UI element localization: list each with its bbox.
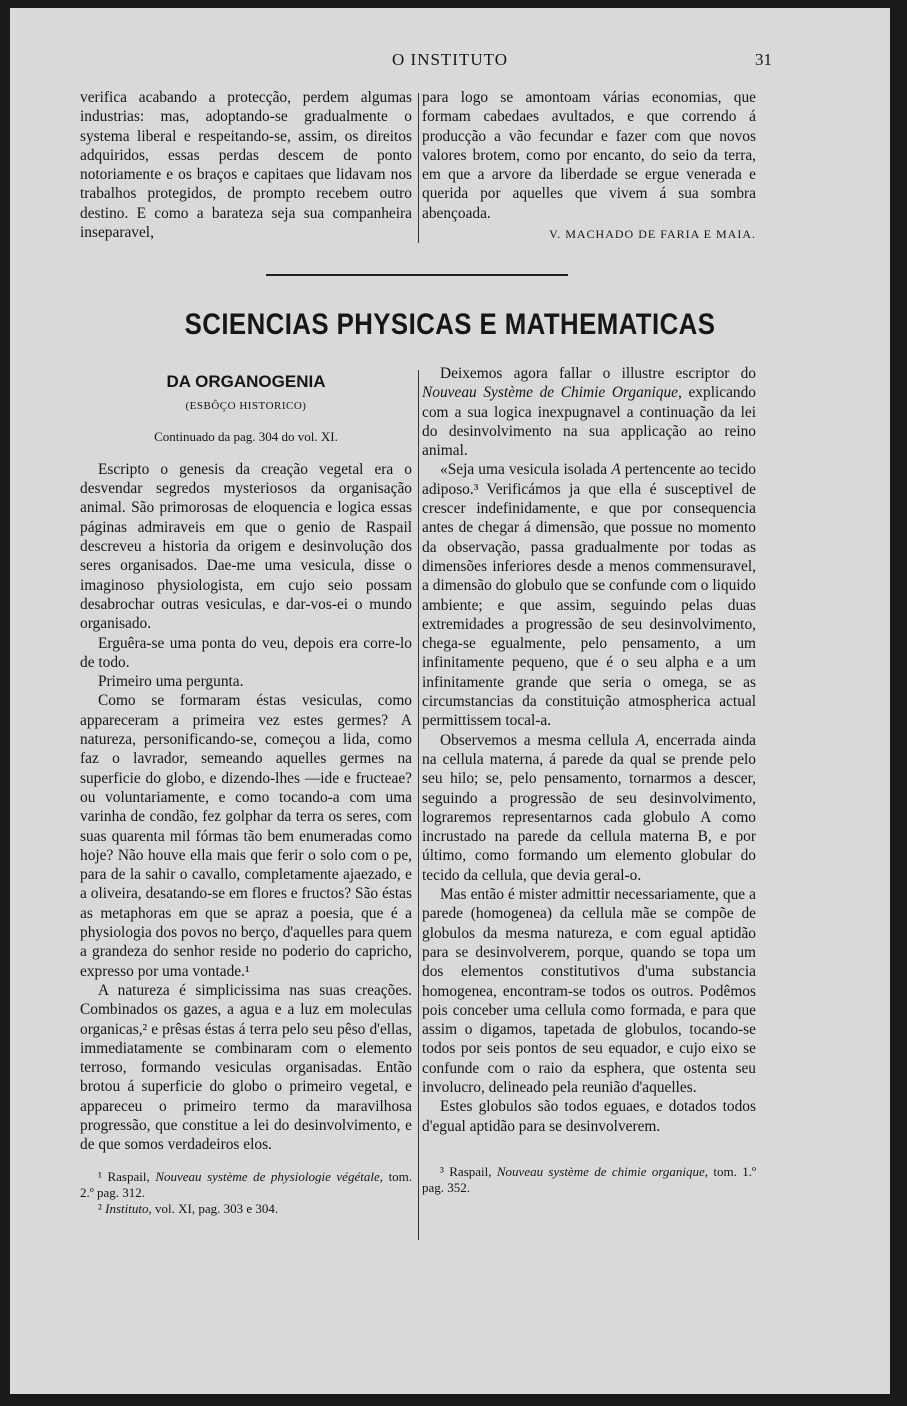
article-paragraph: Estes globulos são todos eguaes, e dotados todos d'egual aptidão para se desinvolverem. (422, 1098, 756, 1135)
article-right-column (422, 364, 756, 1196)
footnote: ¹ Raspail, Nouveau système de physiologie végétale, tom. 2.º pag. 312. (80, 1168, 413, 1200)
article-paragraph: A natureza é simplicissima nas suas creações. Combinados os gazes, a agua e a luz em moleculas organicas,² e prêsas éstas á terra pelo seu pêso d'ellas, immediatamente se combinaram com o elemento terroso, formando vesiculas organisadas. Então brotou á superficie do globo o primeiro vegetal, e appareceu o primeiro termo da maravilhosa progressão, que constitue a lei do desinvolvimento, e de que somos verdadeiros elos. (80, 981, 412, 1154)
top-left-column (80, 88, 412, 242)
article-left-column (80, 364, 412, 1217)
page-number: 31 (755, 50, 772, 69)
continued-note: Continuado da pag. 304 do vol. XI. (154, 428, 338, 444)
running-head (10, 50, 890, 76)
article-paragraph: Como se formaram éstas vesiculas, como appareceram a primeira vez estes germes? A natureza, personificando-se, começou a lida, como faz o lavrador, semeando aquelles germes na superficie do globo, e dizendo-lhes —ide e fructeae? ou voluntariamente, e como tocando-a com uma varinha de condão, fez golphar da terra os seres, com suas quarenta mil fórmas tão bem enumeradas como hoje? Não houve ella mais que ferir o solo com o pe, para de la sahir o cavallo, completamente ajaezado, e a oliveira, desatando-se em flores e fructos? São éstas as metaphoras em que se apraz a poesia, que é a physiologia dos povos no berço, d'aquelles para quem a grandeza do senhor reside no poderio do capricho, expresso por uma vontade.¹ (80, 692, 412, 980)
article-paragraph: Primeiro uma pergunta. (98, 673, 244, 691)
footnote: ³ Raspail, Nouveau système de chimie organique, tom. 1.º pag. 352. (422, 1163, 757, 1195)
column-divider-article (418, 370, 419, 1240)
article-subtitle: (ESBÔÇO HISTORICO) (185, 400, 307, 413)
running-title: O INSTITUTO (392, 50, 508, 69)
page (10, 8, 890, 1394)
spacer (422, 1136, 756, 1150)
right-footnotes (422, 1164, 756, 1196)
top-right-column (422, 88, 756, 244)
column-divider-top (418, 93, 419, 243)
article-paragraph: Observemos a mesma cellula A, encerrada ainda na cellula materna, á parede da qual se prende pelo seu hilo; se, pelo pensamento, tornarmos a descer, seguindo a progressão de seu desinvolvimento, lograremos representarnos cada globulo A como incrustado na parede da cellula materna B, e por último, como formando um elemento globular do tecido da cellula, que devia geral-o. (422, 731, 756, 884)
top-left-paragraph: verifica acabando a protecção, perdem algumas industrias: mas, adoptando-se gradualmente o systema liberal e respeitando-se, assim, os direitos adquiridos, essas perdas descem de ponto notoriamente e os braços e capitaes que lidavam nos trabalhos protegidos, de prompto recebem outro destino. E como a barateza seja sua companheira inseparavel, (80, 89, 412, 242)
author-signature: V. MACHADO DE FARIA E MAIA. (549, 227, 756, 242)
article-paragraph: Deixemos agora fallar o illustre escriptor do Nouveau Système de Chimie Organique, explicando com a sua logica inexpugnavel a continuação da lei do desinvolvimento na sua applicação ao reino animal. (422, 365, 756, 460)
article-paragraph: Escripto o genesis da creação vegetal era o desvendar segredos mysteriosos da organisação animal. São primorosas de eloquencia e logica essas páginas admiraveis em que o genio de Raspail descreveu a historia da origem e desinvolução dos seres organisados. Dae-me uma vesicula, disse o imaginoso physiologista, em cujo seio possam desabrochar outras vesiculas, e dar-vos-ei o mundo organisado. (80, 460, 412, 633)
article-title: DA ORGANOGENIA (166, 372, 326, 391)
section-separator (266, 274, 568, 276)
article-paragraph: Erguêra-se uma ponta do veu, depois era corre-lo de todo. (80, 634, 412, 671)
top-right-paragraph: para logo se amontoam várias economias, que formam cabedaes avultados, e que correndo á producção a vão fecundar e fazer com que novos valores brotem, como por encanto, do seio da terra, em que a arvore da liberdade se ergue venerada e querida por aquelles que vivem á sua sombra abençoada. (422, 89, 756, 222)
article-paragraph: Mas então é mister admittir necessariamente, que a parede (homogenea) da cellula mãe se compõe de globulos da mesma natureza, e com egual aptidão para se desinvolverem, porque, quando se topa um dos elementos constitutivos d'uma substancia homogenea, encontram-se todos os outros. Podêmos pois conceber uma cellula como formada, e para que assim o digamos, tapetada de globulos, tocando-se todos por seis pontos de seu equador, e cujo eixo se confunde com o raio da esphera, que ostenta seu involucro, delineado pela reunião d'aquelles. (422, 886, 756, 1096)
left-footnotes (80, 1169, 412, 1217)
article-paragraph: «Seja uma vesicula isolada A pertencente ao tecido adiposo.³ Verificámos ja que ella é susceptivel de crescer indefinidamente, e que por consequencia antes de chegar á dimensão, que possue no momento da observação, passa gradualmente por todas as dimensões inferiores desde a menos commensuravel, a dimensão do globulo que se confunde com o liquido ambiente; e que assim, seguindo pelas duas extremidades a progressão de seu desinvolvimento, chega-se egualmente, pelo pensamento, a um infinitamente pequeno, que é o seu alpha e a um infinitamente grande que seria o omega, se as circumstancias da constituição atmospherica actual permittissem tocal-a. (422, 461, 756, 730)
section-title: SCIENCIAS PHYSICAS E MATHEMATICAS (184, 308, 716, 341)
footnote: ² Instituto, vol. XI, pag. 303 e 304. (98, 1200, 279, 1216)
